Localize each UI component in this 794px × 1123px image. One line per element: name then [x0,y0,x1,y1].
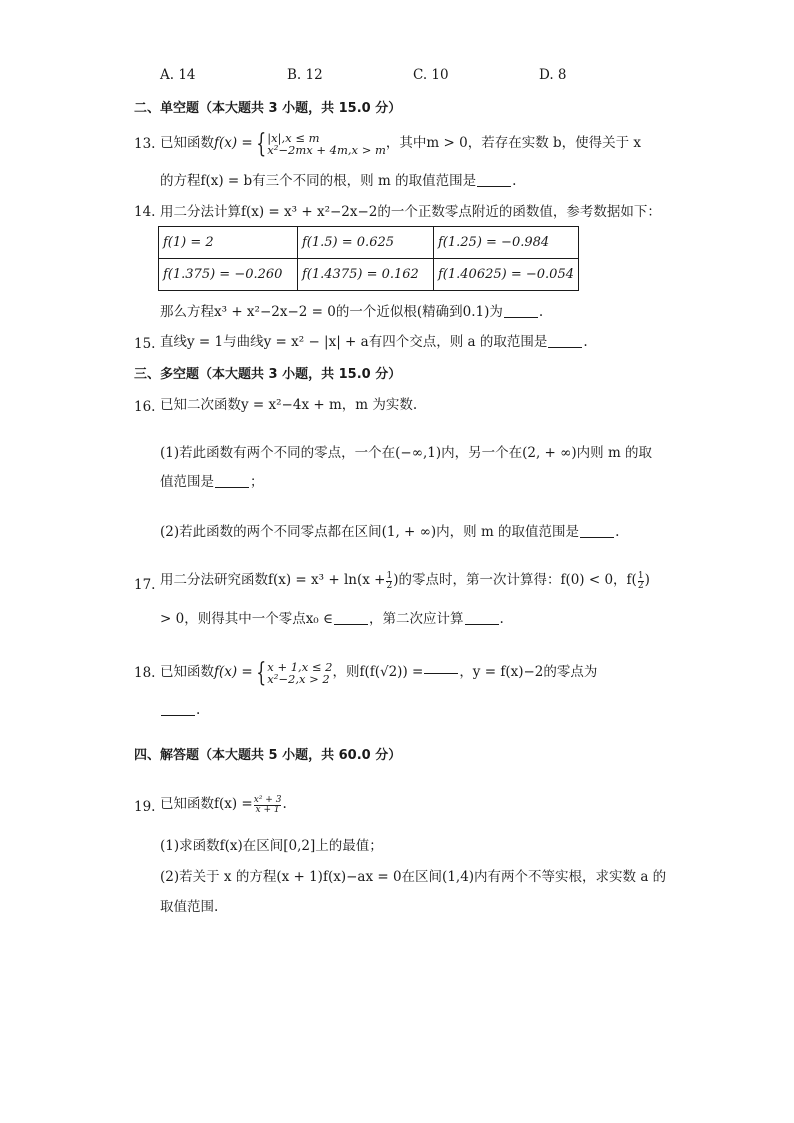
fraction-denominator: x + 1 [255,804,280,815]
fraction-numerator: 1 [386,570,393,581]
q17-line2b: ，第二次应计算 [369,611,464,627]
option-d: D. 8 [539,67,567,83]
question-number-13: 13. [134,136,156,152]
option-c: C. 10 [413,67,449,83]
q16-p2: (2)若此函数的两个不同零点都在区间(1, + ∞)内，则 m 的取值范围是 [160,524,580,540]
fraction-numerator: 1 [637,570,644,581]
table-cell: f(1) = 2 [159,227,298,259]
q18-case-2: x²−2,x > 2 [267,672,330,686]
q13-line-2-text: 的方程f(x) = b有三个不同的根，则 m 的取值范围是 [160,173,477,189]
fraction-denominator: 2 [386,580,393,591]
q14-line-2-text: 那么方程x³ + x²−2x−2 = 0的一个近似根(精确到0.1)为 [160,304,503,320]
question-19-part-2: (2)若关于 x 的方程(x + 1)f(x)−ax = 0在区间(1,4)内有两个不等实根，求实数 a 的 [160,869,667,885]
table-cell: f(1.5) = 0.625 [298,227,434,259]
q13-pre: 已知函数 [160,135,214,152]
question-number-15: 15. [134,336,156,352]
answer-blank[interactable] [334,624,368,625]
question-number-14: 14. [134,204,156,220]
q13-fx: f(x) = [214,135,253,152]
table-cell: f(1.40625) = −0.054 [434,259,579,291]
fraction-one-half [386,572,392,591]
fraction-numerator: x² + 3 [253,794,282,805]
question-17-line-1 [160,567,650,595]
q13-brace: { [256,129,266,159]
table-cell: f(1.375) = −0.260 [159,259,298,291]
answer-blank[interactable] [580,537,614,538]
question-number-17: 17. [134,577,156,593]
q18-mid: ，则f(f(√2)) = [332,664,424,681]
q18-pre: 已知函数 [160,664,214,681]
q17-pre: 用二分法研究函数f(x) = x³ + ln(x + [160,572,386,589]
question-14-line-2 [160,306,543,320]
table-row [159,259,579,291]
q17-mid: )的零点时，第一次计算得：f(0) < 0，f( [393,572,637,589]
q18-end: . [196,702,201,718]
question-13-line-2 [160,175,516,189]
answer-blank[interactable] [477,186,511,187]
answer-blank[interactable] [504,317,538,318]
question-15-line [160,336,588,350]
q18-brace: { [256,658,266,688]
table-cell: f(1.25) = −0.984 [434,227,579,259]
q13-post: ，其中m > 0，若存在实数 b，使得关于 x [385,135,642,152]
q18-case-1: x + 1,x ≤ 2 [267,660,333,674]
question-18-line-2 [160,704,200,718]
option-b: B. 12 [287,67,323,83]
q17-line2a: > 0，则得其中一个零点x₀ ∈ [160,611,334,627]
question-17-line-2 [160,613,504,627]
answer-blank[interactable] [424,673,458,674]
question-18-line-1 [160,657,597,689]
q15-text: 直线y = 1与曲线y = x² − |x| + a有四个交点，则 a 的取范围是 [160,334,548,350]
q18-fx: f(x) = [214,664,253,681]
section-heading-solution: 四、解答题（本大题共 5 小题，共 60.0 分） [134,748,402,763]
question-number-18: 18. [134,665,156,681]
answer-blank[interactable] [161,715,195,716]
fraction-function [254,796,282,815]
question-13-line-1 [160,128,641,160]
question-number-19: 19. [134,799,156,815]
question-16-part-1: (1)若此函数有两个不同的零点，一个在(−∞,1)内，另一个在(2, + ∞)内则 m 的取 [160,445,653,461]
q18-post: ，y = f(x)−2的零点为 [459,664,598,681]
q15-end: . [583,334,588,350]
values-table [158,226,579,291]
table-cell: f(1.4375) = 0.162 [298,259,434,291]
answer-blank[interactable] [215,487,249,488]
answer-blank[interactable] [548,347,582,348]
option-a: A. 14 [160,67,196,83]
answer-blank[interactable] [465,624,499,625]
question-16-line-1: 已知二次函数y = x²−4x + m，m 为实数. [160,397,418,413]
q13-cases [267,132,386,156]
q19-end: . [282,796,287,813]
q13-case-1: |x|,x ≤ m [267,131,320,145]
question-14-line-1: 用二分法计算f(x) = x³ + x²−2x−2的一个正数零点附近的函数值，参考数据如下： [160,204,661,220]
q16-p2end: . [615,524,620,540]
table-row [159,227,579,259]
q16-p1b: 值范围是 [160,474,214,490]
question-19-part-1: (1)求函数f(x)在区间[0,2]上的最值； [160,838,383,854]
section-heading-single-blank: 二、单空题（本大题共 3 小题，共 15.0 分） [134,101,402,116]
q17-close: ) [644,572,650,589]
question-19-line-1 [160,790,287,820]
question-16-part-2 [160,526,619,540]
question-number-16: 16. [134,399,156,415]
fraction-denominator: 2 [637,580,644,591]
q13-end: . [512,173,517,189]
q19-pre: 已知函数f(x) = [160,796,253,813]
question-19-part-2-cont: 取值范围. [160,899,219,915]
q16-p1end: ； [250,474,264,490]
q17-line2end: . [499,611,504,627]
question-16-part-1-cont [160,476,264,490]
q14-end: . [538,304,544,320]
fraction-one-half [638,572,644,591]
section-heading-multi-blank: 三、多空题（本大题共 3 小题，共 15.0 分） [134,367,402,382]
q13-case-2: x²−2mx + 4m,x > m [267,143,386,157]
q18-cases [267,661,332,685]
